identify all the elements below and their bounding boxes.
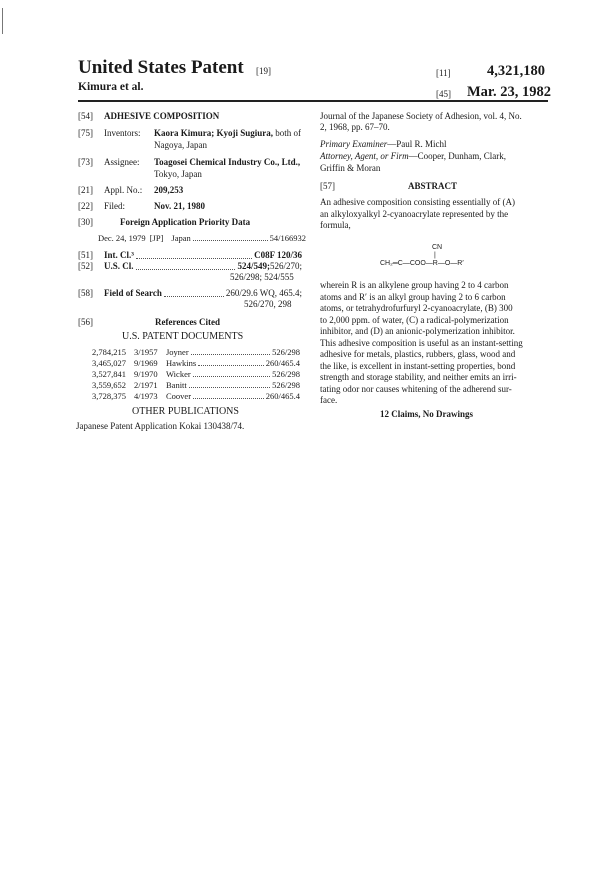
doc-date: 2/1971 xyxy=(134,380,158,390)
right-column xyxy=(320,0,600,881)
attorney-name: —Cooper, Dunham, Clark, xyxy=(408,151,506,161)
table-row xyxy=(92,380,300,391)
abstract-line: An adhesive composition consisting essentially of (A) xyxy=(320,197,515,207)
table-row xyxy=(92,358,300,369)
uscl-line2: 526/298; 524/555 xyxy=(230,272,294,282)
references-heading: References Cited xyxy=(155,317,221,327)
code-57: [57] xyxy=(320,181,335,191)
doc-name: Joyner xyxy=(166,347,189,357)
examiner-name: —Paul R. Michl xyxy=(387,139,447,149)
doc-class: 526/298 xyxy=(272,380,300,390)
inventors-names: Kaora Kimura; Kyoji Sugiura, xyxy=(154,128,273,138)
uscl-label: U.S. Cl. xyxy=(104,261,134,271)
code-30: [30] xyxy=(78,217,93,227)
abstract-part1 xyxy=(320,197,548,232)
us-docs-heading: U.S. PATENT DOCUMENTS xyxy=(122,331,244,342)
doc-number: 3,559,652 xyxy=(92,380,126,390)
leader-dots xyxy=(198,358,264,366)
priority-row xyxy=(98,233,306,244)
priority-number: 54/166932 xyxy=(269,233,306,243)
title-code: [19] xyxy=(256,66,271,76)
filed-date: Nov. 21, 1980 xyxy=(154,201,206,211)
leader-dots xyxy=(191,347,270,355)
inventors-line1 xyxy=(154,128,301,140)
leader-dots xyxy=(193,369,270,377)
appl-number: 209,253 xyxy=(154,185,184,195)
doc-name: Hawkins xyxy=(166,358,197,368)
claims-summary: 12 Claims, No Drawings xyxy=(380,409,474,419)
journal-line2: 2, 1968, pp. 67–70. xyxy=(320,122,390,132)
abstract-line: adhesive for metals, plastics, rubbers, glass, wood and xyxy=(320,349,516,359)
code-52: [52] xyxy=(78,261,93,271)
leader-dots xyxy=(136,261,236,270)
abstract-line: the like, is excellent in instant-setting properties, bond xyxy=(320,360,516,371)
doc-class: 526/298 xyxy=(272,369,300,379)
examiner xyxy=(320,139,447,151)
priority-country: Japan xyxy=(171,233,191,243)
abstract-line: inhibitor, and (D) an anionic-polymerization inhibitor. xyxy=(320,326,515,336)
assignee-location: Tokyo, Japan xyxy=(154,169,202,179)
leader-dots xyxy=(164,288,224,297)
doc-date: 9/1970 xyxy=(134,369,158,379)
doc-name: Wicker xyxy=(166,369,191,379)
intcl-value: C08F 120/36 xyxy=(254,250,302,260)
assignee-name: Toagosei Chemical Industry Co., Ltd., xyxy=(154,157,301,167)
appl-label: Appl. No.: xyxy=(104,185,143,195)
inventors-location: Nagoya, Japan xyxy=(154,140,207,150)
attorney-label: Attorney, Agent, or Firm xyxy=(320,151,409,161)
doc-number: 3,527,841 xyxy=(92,369,126,379)
code-21: [21] xyxy=(78,185,93,195)
fos-label: Field of Search xyxy=(104,288,162,298)
doc-class: 260/465.4 xyxy=(265,358,300,368)
date-code: [45] xyxy=(436,89,451,99)
patent-number-code: [11] xyxy=(436,68,451,78)
code-22: [22] xyxy=(78,201,93,211)
uscl-row xyxy=(104,261,302,273)
abstract-line: wherein R is an alkylene group having 2 to 4 carbon xyxy=(320,280,509,290)
uscl-value: 524/549; xyxy=(237,261,270,271)
doc-date: 9/1969 xyxy=(134,358,158,368)
fos-line2: 526/270, 298 xyxy=(244,299,292,309)
leader-dots xyxy=(189,380,270,388)
priority-heading: Foreign Application Priority Data xyxy=(120,217,251,227)
table-row xyxy=(92,347,300,358)
assignee-label: Assignee: xyxy=(104,157,140,167)
leader-dots xyxy=(136,250,252,259)
fos-value: 260/29.6 WQ, 465.4; xyxy=(225,288,302,298)
priority-tag: [JP] xyxy=(149,233,164,243)
doc-number: 3,465,027 xyxy=(92,358,126,368)
abstract-line: This adhesive composition is useful as an instant-setting xyxy=(320,337,523,348)
filed-label: Filed: xyxy=(104,201,126,211)
uscl-value-rest: 526/270; xyxy=(269,261,302,271)
formula-main: CH₂═C—COO—R—O—R′ xyxy=(380,260,464,267)
abstract-line: face. xyxy=(320,395,338,405)
leader-dots xyxy=(193,233,268,241)
abstract-line: atoms and R′ is an alkyl group having 2 to 6 carbon xyxy=(320,291,506,302)
us-docs-table xyxy=(92,347,300,402)
priority-date: Dec. 24, 1979 xyxy=(98,233,146,243)
other-publication: Japanese Patent Application Kokai 130438/74. xyxy=(76,421,245,431)
code-54: [54] xyxy=(78,111,93,121)
inventors-label: Inventors: xyxy=(104,128,141,138)
patent-number: 4,321,180 xyxy=(487,63,545,79)
invention-title: ADHESIVE COMPOSITION xyxy=(104,111,220,121)
formula-cn: CN xyxy=(432,244,443,251)
attorney-line2: Griffin & Moran xyxy=(320,163,381,173)
code-56: [56] xyxy=(78,317,93,327)
formula-bond: | xyxy=(434,252,436,259)
doc-date: 4/1973 xyxy=(134,391,158,401)
table-row xyxy=(92,369,300,380)
abstract-line: to 2,000 ppm. of water, (C) a radical-polymerization xyxy=(320,314,509,325)
abstract-line: strength and storage stability, and neither emits an irri- xyxy=(320,372,517,382)
patent-title: United States Patent xyxy=(78,57,244,78)
intcl-label: Int. Cl.³ xyxy=(104,250,134,260)
intcl-row xyxy=(104,250,302,262)
code-75: [75] xyxy=(78,128,93,138)
inventors-rest: both of xyxy=(273,128,301,138)
code-58: [58] xyxy=(78,288,93,298)
abstract-line: an alkyloxyalkyl 2-cyanoacrylate represented by the xyxy=(320,208,509,219)
attorney xyxy=(320,151,506,163)
patent-date: Mar. 23, 1982 xyxy=(467,84,552,100)
code-51: [51] xyxy=(78,250,93,260)
doc-name: Banitt xyxy=(166,380,187,390)
leader-dots xyxy=(193,391,264,399)
doc-number: 3,728,375 xyxy=(92,391,126,401)
table-row xyxy=(92,391,300,402)
fos-row xyxy=(104,288,302,300)
abstract-part2 xyxy=(320,280,550,407)
code-73: [73] xyxy=(78,157,93,167)
examiner-label: Primary Examiner xyxy=(320,139,388,149)
abstract-line: tating odor nor causes whitening of the adherend sur- xyxy=(320,383,512,394)
other-publications-heading: OTHER PUBLICATIONS xyxy=(132,406,239,417)
abstract-line: formula, xyxy=(320,220,351,230)
doc-number: 2,784,215 xyxy=(92,347,126,357)
journal-line1: Journal of the Japanese Society of Adhesion, vol. 4, No. xyxy=(320,111,522,121)
doc-class: 526/298 xyxy=(272,347,300,357)
abstract-line: atoms, or tetrahydrofurfuryl 2-cyanoacrylate, (B) 300 xyxy=(320,303,513,313)
doc-class: 260/465.4 xyxy=(265,391,300,401)
doc-name: Coover xyxy=(166,391,192,401)
chemical-formula xyxy=(380,242,500,272)
abstract-heading: ABSTRACT xyxy=(408,181,458,191)
inventor-short: Kimura et al. xyxy=(78,81,144,93)
doc-date: 3/1957 xyxy=(134,347,158,357)
